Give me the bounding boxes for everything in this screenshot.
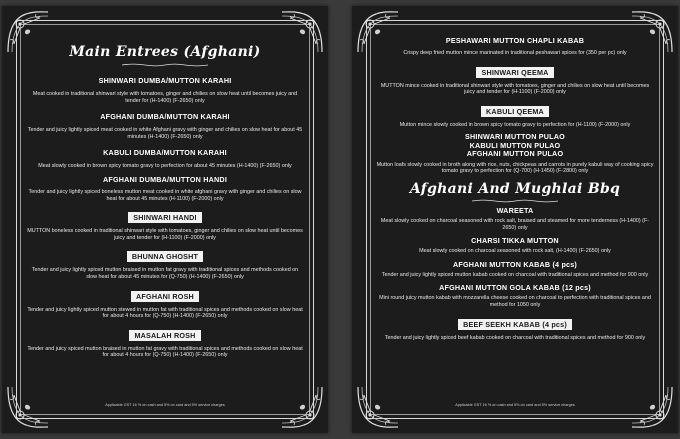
item-description: Tender and juicy lightly spiced boneless mutton meat cooked in white afghani gravy with ginger and chilies on slow heat for about 45 minutes (H-1100) (F-2000) only: [28, 188, 302, 202]
item-title: WAREETA: [496, 206, 534, 216]
item-title: SHINWARI DUMBA/MUTTON KARAHI: [98, 76, 232, 85]
item-description: Mutton mince slowly cooked in brown spicy tomato gravy to perfection for (H-1100) (F-2000) only: [399, 121, 631, 128]
item-title: BHUNNA GHOSHT: [127, 251, 203, 262]
menu-item: [376, 236, 654, 255]
menu-item: [376, 206, 654, 231]
menu-item: [376, 314, 654, 342]
section-heading: Afghani And Mughlai Bbq: [409, 181, 621, 198]
menu-item: [26, 325, 304, 359]
menu-item: [26, 76, 304, 104]
item-title: AFGHANI MUTTON KABAB (4 pcs): [452, 259, 578, 269]
item-description: Mutton loafs slowly cooked in broth along with rice, nuts, chickpeas and carrots in purely kabuli way of cooking spicy tomato gravy to perfection for (Q-700) (H-1450) (F-2800) only: [376, 161, 654, 175]
item-title: BEEF SEEKH KABAB (4 pcs): [458, 319, 572, 330]
item-description: Tender and juicy lightly spiced mutton braised in mutton fat gravy with traditional spices and methods cooked on slow heat for about 45 minutes for (Q-750) (H-1400) (F-2650) only: [31, 267, 299, 280]
item-description: MUTTON boneless cooked in traditional shinwari style with tomatoes, ginger and chilies on slow heat until becomes juicy and tender for (H-1100) (F-2000) only: [27, 228, 303, 241]
menu-item: [376, 62, 654, 96]
menu-item: [26, 148, 304, 170]
item-title: AFGHANI DUMBA/MUTTON KARAHI: [100, 112, 230, 122]
item-title: KABULI DUMBA/MUTTON KARAHI: [103, 148, 227, 158]
item-description: Meat slowly cooked in brown spicy tomato gravy to perfection for about 45 minutes (H-1400) (F-2650) only: [38, 163, 292, 170]
item-description: Tender and juicy lightly spiced meat cooked in white Afghani gravy with ginger and chilies on slow heat for about 45 minutes (H-1400) (F-2650) only: [27, 127, 303, 140]
item-title: SHINWARI MUTTON PULAO: [465, 132, 565, 142]
item-description: Mini round juicy mutton kabab with mozzarella cheese cooked on charcoal to perfection with traditional spices and method for 1050 only: [379, 295, 651, 309]
item-title: KABULI MUTTON PULAO: [469, 140, 561, 150]
item-description: Tender and juicy lightly spiced mutton stewed in mutton fat with traditional spices and methods cooked on slow heat for about 4 hours for (Q-750) (H-1400) (F-2650) only: [27, 306, 303, 320]
item-title: AFGHANI ROSH: [131, 291, 199, 302]
section-heading: Main Entrees (Afghani): [69, 44, 261, 60]
item-description: Meat slowly cooked on charcoal seasoned with rock salt, braised and steamed for more tenderness (H-1400) (F-2650) only: [380, 218, 650, 231]
item-description: Tender and juicy lightly spiced mutton kabab cooked on charcoal with traditional spices and method for 900 only: [381, 271, 649, 278]
item-title: MASALAH ROSH: [129, 330, 200, 341]
item-title: PESHAWARI MUTTON CHAPLI KABAB: [445, 36, 585, 45]
item-title: KABULI QEEMA: [481, 106, 549, 117]
menu-item: [376, 260, 654, 279]
item-description: Crispy deep fried mutton mince marinated in traditional peshawari spices for (350 per pc) only: [403, 50, 627, 56]
menu-item: [376, 36, 654, 57]
item-description: Tender and juicy spiced mutton braised in mutton fat gravy with traditional spices and methods cooked on slow heat for about 4 hours for (Q-750) (H-1400) (F-2650) only: [27, 345, 303, 359]
tax-footnote: Applicable GST 16 % on cash and 5% on card and 5% service charges: [105, 403, 225, 407]
item-description: MUTTON mince cooked in traditional shinwari style with tomatoes, ginger and chilies on slow heat until becomes juicy and tender for (H-1100) (F-2000) only: [380, 82, 650, 96]
tax-footnote: Applicable GST 16 % on cash and 5% on card and 5% service charges: [455, 403, 575, 407]
menu-item: [376, 101, 654, 129]
item-title: AFGHANI MUTTON PULAO: [466, 149, 564, 159]
menu-page-right: [352, 6, 678, 433]
item-description: Meat slowly cooked on charcoal seasoned with rock salt, (H-1400) (F-2650) only: [419, 248, 611, 255]
menu-content-right: [376, 30, 654, 411]
menu-item: [376, 283, 654, 308]
item-title: SHINWARI QEEMA: [476, 67, 553, 78]
menu-item: [26, 175, 304, 202]
menu-content-left: [26, 30, 304, 411]
menu-item: [26, 207, 304, 241]
menu-item: [26, 286, 304, 320]
item-title: CHARSI TIKKA MUTTON: [471, 236, 559, 246]
item-title: AFGHANI DUMBA/MUTTON HANDI: [102, 174, 228, 184]
pulao-titles: [376, 133, 654, 159]
menu-item: [26, 112, 304, 140]
menu-item: [26, 246, 304, 280]
item-title: AFGHANI MUTTON GOLA KABAB (12 pcs): [439, 283, 591, 293]
item-description: Tender and juicy lightly spiced beef kabab cooked on charcoal with traditional spices and method for 900 only: [384, 334, 646, 341]
item-description: Meat cooked in traditional shinwari style with tomatoes, ginger and chilies on slow heat until becomes juicy and tender for (H-1400) (F-2650) only: [32, 91, 298, 104]
menu-page-left: [2, 6, 328, 433]
item-title: SHINWARI HANDI: [128, 212, 202, 223]
